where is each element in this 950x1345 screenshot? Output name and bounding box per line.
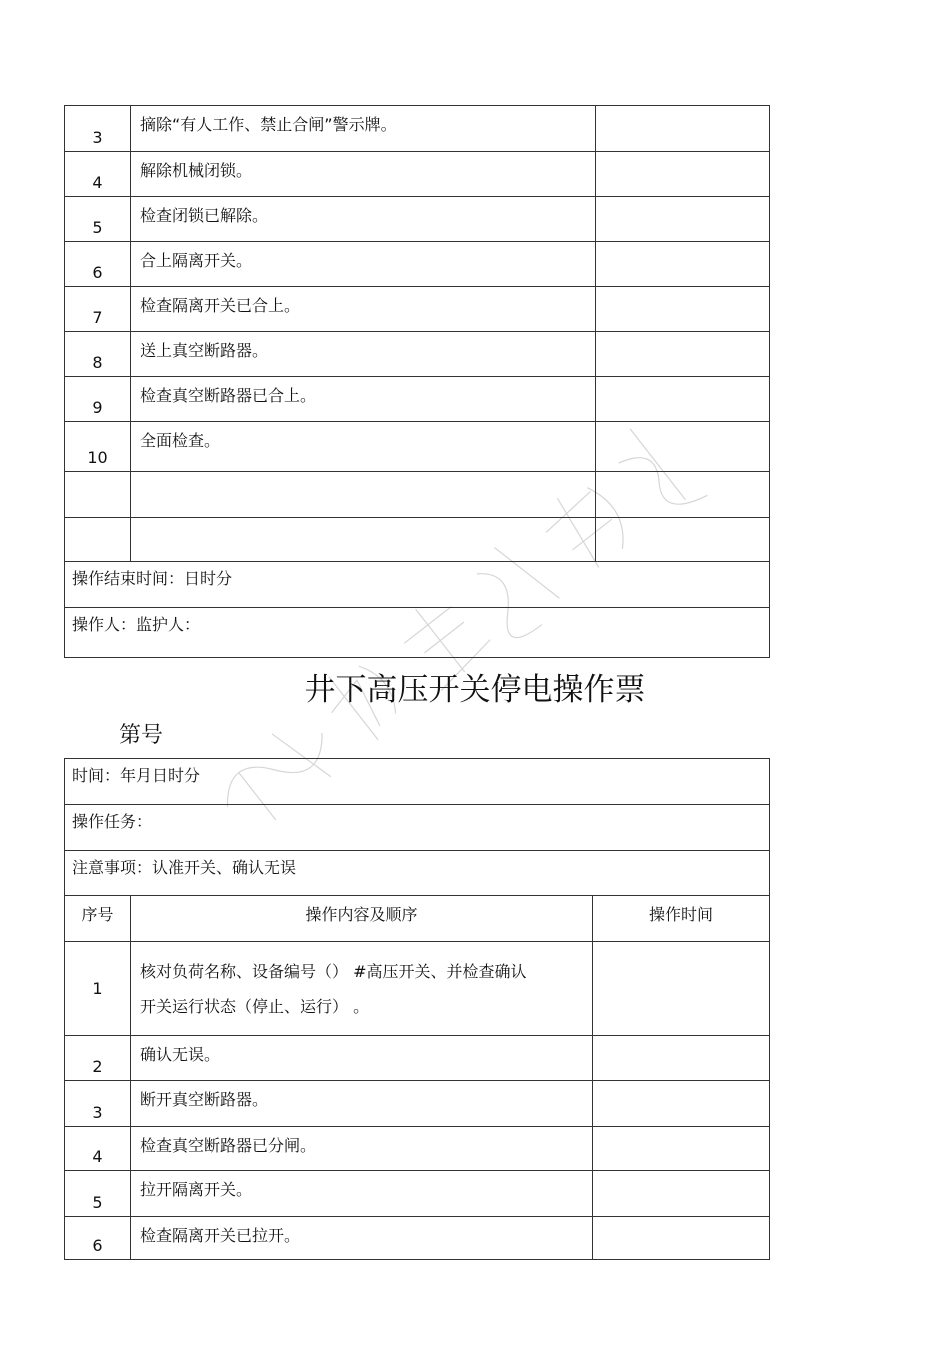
table-row — [65, 1217, 770, 1260]
row-content: 确认无误。 — [131, 1036, 593, 1081]
header-content: 操作内容及顺序 — [131, 896, 593, 942]
row-time — [596, 518, 770, 562]
end-time-label: 操作结束时间：日时分 — [65, 562, 770, 608]
row-number: 5 — [65, 197, 131, 242]
form-title: 井下高压开关停电操作票 — [304, 672, 646, 708]
notice-row — [65, 851, 770, 896]
task-label: 操作任务： — [65, 805, 770, 851]
table-row — [65, 242, 770, 287]
row-number: 8 — [65, 332, 131, 377]
row-number: 3 — [65, 106, 131, 152]
row-number: 2 — [65, 1036, 131, 1081]
row-number: 3 — [65, 1081, 131, 1127]
row-time — [596, 287, 770, 332]
row-content: 检查真空断路器已合上。 — [131, 377, 596, 422]
table-row — [65, 1171, 770, 1217]
top-operation-table — [64, 105, 770, 658]
table-row — [65, 942, 770, 1036]
table-row — [65, 1081, 770, 1127]
row-content: 检查隔离开关已合上。 — [131, 287, 596, 332]
row-number: 6 — [65, 1217, 131, 1260]
time-label: 时间：年月日时分 — [65, 759, 770, 805]
row-content: 检查真空断路器已分闸。 — [131, 1127, 593, 1171]
row-time — [596, 422, 770, 472]
row-time — [596, 152, 770, 197]
table-row — [65, 332, 770, 377]
row-time — [593, 1127, 770, 1171]
table-row — [65, 1127, 770, 1171]
row-number — [65, 472, 131, 518]
row-time — [596, 377, 770, 422]
row-content — [131, 518, 596, 562]
row-content: 解除机械闭锁。 — [131, 152, 596, 197]
row-content: 送上真空断路器。 — [131, 332, 596, 377]
notice-label: 注意事项：认准开关、确认无误 — [65, 851, 770, 896]
table-row — [65, 518, 770, 562]
row-time — [593, 1217, 770, 1260]
operators-label: 操作人：监护人： — [65, 608, 770, 658]
row-content-line: 开关运行状态（停止、运行） 。 — [140, 997, 370, 1016]
row-content — [131, 472, 596, 518]
row-number: 10 — [65, 422, 131, 472]
row-number: 1 — [65, 942, 131, 1036]
table-row — [65, 377, 770, 422]
task-row — [65, 805, 770, 851]
table-row — [65, 152, 770, 197]
table-row — [65, 287, 770, 332]
row-time — [593, 1036, 770, 1081]
header-row — [65, 896, 770, 942]
row-content: 全面检查。 — [131, 422, 596, 472]
row-number: 4 — [65, 152, 131, 197]
row-time — [593, 1171, 770, 1217]
table-row — [65, 1036, 770, 1081]
row-time — [593, 942, 770, 1036]
row-time — [596, 242, 770, 287]
row-content: 合上隔离开关。 — [131, 242, 596, 287]
table-row — [65, 422, 770, 472]
row-number — [65, 518, 131, 562]
table-row — [65, 106, 770, 152]
row-number: 6 — [65, 242, 131, 287]
time-row — [65, 759, 770, 805]
operators-row — [65, 608, 770, 658]
row-number: 7 — [65, 287, 131, 332]
end-time-row — [65, 562, 770, 608]
row-time — [596, 197, 770, 242]
row-time — [596, 332, 770, 377]
row-number: 4 — [65, 1127, 131, 1171]
table-row — [65, 472, 770, 518]
row-content: 摘除“有人工作、禁止合闸”警示牌。 — [131, 106, 596, 152]
table-row — [65, 197, 770, 242]
row-number: 5 — [65, 1171, 131, 1217]
row-content — [131, 942, 593, 1036]
ticket-number-label: 第号 — [119, 723, 164, 748]
header-time: 操作时间 — [593, 896, 770, 942]
form-table — [64, 758, 770, 1260]
row-content: 拉开隔离开关。 — [131, 1171, 593, 1217]
header-num: 序号 — [65, 896, 131, 942]
row-content: 检查隔离开关已拉开。 — [131, 1217, 593, 1260]
row-content-line: 核对负荷名称、设备编号（） #高压开关、并检查确认 — [140, 962, 527, 981]
row-content: 检查闭锁已解除。 — [131, 197, 596, 242]
row-time — [593, 1081, 770, 1127]
row-number: 9 — [65, 377, 131, 422]
row-time — [596, 106, 770, 152]
row-content: 断开真空断路器。 — [131, 1081, 593, 1127]
row-time — [596, 472, 770, 518]
